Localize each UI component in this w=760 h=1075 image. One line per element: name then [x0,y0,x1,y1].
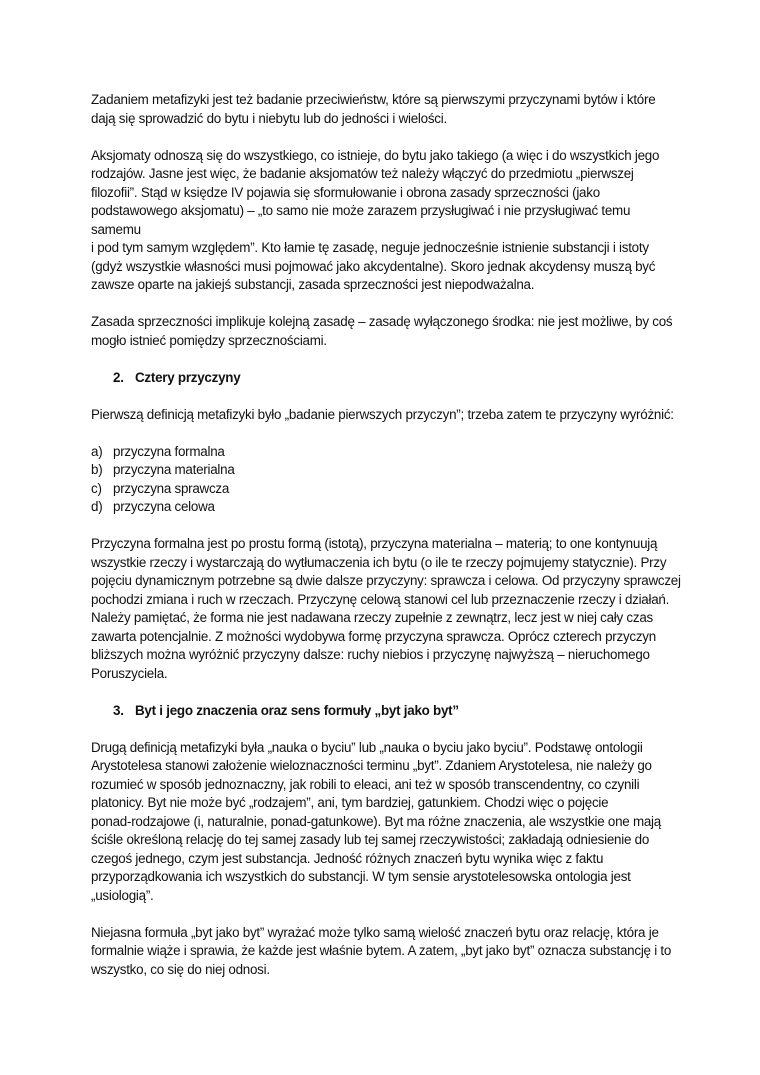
section-heading-four-causes [91,369,681,388]
list-item [91,480,681,499]
section-title: Cztery przyczyny [135,369,241,385]
list-item [91,461,681,480]
paragraph-first-definition: Pierwszą definicją metafizyki było „badanie pierwszych przyczyn”; trzeba zatem te przyczyny wyróżnić: [91,406,674,422]
list-marker: d) [91,499,103,514]
list-item [91,498,681,517]
list-item-label: przyczyna materialna [113,462,235,477]
paragraph-opposites: Zadaniem metafizyki jest też badanie przeciwieństw, które są pierwszymi przyczynami bytów i które dają się sprowadzić do bytu i niebytu lub do jedności i wielości. [91,92,656,126]
paragraph-axioms: Aksjomaty odnoszą się do wszystkiego, co istnieje, do bytu jako takiego (a więc i do wszystkich jego rodzajów. Jasne jest więc, że badanie aksjomatów też należy włączyć do przedmiotu „pierwszej filozofii”. Stąd w księdze IV pojawia się sformułowanie i obrona zasady sprzeczności (jako podstawowego aksjomatu) – „to samo nie może zarazem przysługiwać i nie przysługiwać temu samemu i pod tym samym względem”. Kto łamie tę zasadę, neguje jednocześnie istnienie substancji i istoty (gdyż wszystkie własności musi pojmować jako akcydentalne). Skoro jednak akcydensy muszą być zawsze oparte na jakiejś substancji, zasada sprzeczności jest niepodważalna. [91,147,660,292]
list-marker: b) [91,462,103,477]
causes-list [91,443,681,517]
list-item-label: przyczyna formalna [113,443,225,459]
list-item-label: przyczyna celowa [113,499,215,514]
paragraph-being-as-being: Niejasna formuła „byt jako byt” wyrażać może tylko samą wielość znaczeń bytu oraz relację, która je formalnie wiąże i sprawia, że każde jest właśnie bytem. A zatem, „byt jako byt” oznacza substancję i to wszystko, co się do niej odnosi. [91,924,672,977]
section-heading-being [91,702,681,721]
paragraph-causes-explanation: Przyczyna formalna jest po prostu formą (istotą), przyczyna materialna – materią; to one kontynuują wszystkie rzeczy i wystarczają do wytłumaczenia ich bytu (o ile te rzeczy pojmujemy statycznie). Przy pojęciu dynamicznym potrzebne są dwie dalsze przyczyny: sprawcza i celowa. Od przyczyny sprawczej pochodzi zmiana i ruch w rzeczach. Przyczynę celową stanowi cel lub przeznaczenie rzeczy i działań. Należy pamiętać, że forma nie jest nadawana rzeczy zupełnie z zewnątrz, lecz jest w niej cały czas zawarta potencjalnie. Z możności wydobywa formę przyczyna sprawcza. Oprócz czterech przyczyn bliższych można wyróżnić przyczyny dalsze: ruchy niebios i przyczynę najwyższą – nieruchomego Poruszyciela. [91,536,681,681]
list-item-label: przyczyna sprawcza [113,480,230,496]
paragraph-excluded-middle: Zasada sprzeczności implikuje kolejną zasadę – zasadę wyłączonego środka: nie jest możliwe, by coś mogło istnieć pomiędzy sprzecznościami. [91,314,673,348]
list-item [91,443,681,462]
list-marker: c) [91,480,102,496]
section-title: Byt i jego znaczenia oraz sens formuły „byt jako byt” [135,702,459,718]
section-number: 3. [113,702,124,718]
list-marker: a) [91,443,103,459]
section-number: 2. [113,369,124,385]
document-page [91,91,681,998]
paragraph-second-definition: Drugą definicją metafizyki była „nauka o byciu” lub „nauka o byciu jako byciu”. Podstawę ontologii Arystotelesa stanowi założenie wieloznaczności terminu „byt”. Zdaniem Arystotelesa, nie należy go rozumieć w sposób jednoznaczny, jak robili to eleaci, ani też w sposób transcendentny, co czynili platonicy. Byt nie może być „rodzajem”, ani, tym bardziej, gatunkiem. Chodzi więc o pojęcie ponad-rodzajowe (i, naturalnie, ponad-gatunkowe). Byt ma różne znaczenia, ale wszystkie one mają ściśle określoną relację do tej samej zasady lub tej samej rzeczywistości; zakładają odniesienie do czegoś jednego, czym jest substancja. Jedność różnych znaczeń bytu wynika więc z faktu przyporządkowania ich wszystkich do substancji. W tym sensie arystotelesowska ontologia jest „usiologią”. [91,739,661,903]
